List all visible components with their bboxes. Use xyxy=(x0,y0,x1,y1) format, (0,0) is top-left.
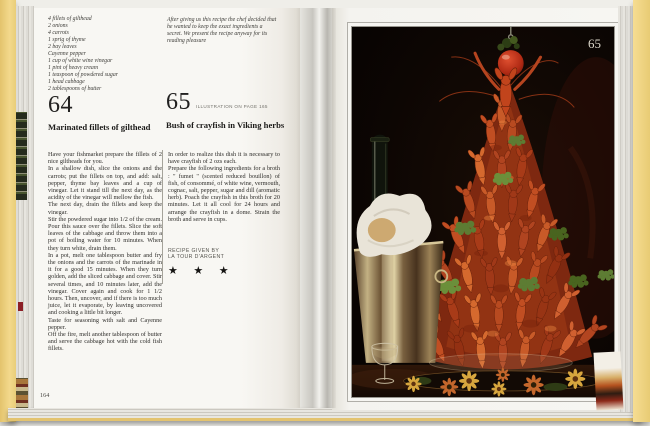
photo-inner xyxy=(351,26,615,398)
recipe-64-paragraph: Have your fishmarket prepare the fillets of 2 nice giltheads for you. xyxy=(48,151,162,166)
recipe-64-number: 64 xyxy=(48,92,73,118)
ingredient-item: 1 head cabbage xyxy=(48,79,85,85)
column-rule xyxy=(162,150,163,284)
recipe-credit-line: LA TOUR D'ARGENT xyxy=(168,254,225,261)
chef-note: After giving us this recipe the chef decided that he wanted to keep the exact ingredients a secret. We present the recipe anyway for its reading pleasure xyxy=(167,17,277,44)
recipe-64-title: Marinated fillets of gilthead xyxy=(48,122,151,132)
ingredient-item: 2 bay leaves xyxy=(48,44,77,50)
recipe-credit-line: RECIPE GIVEN BY xyxy=(168,248,220,254)
page-edge-fleck xyxy=(18,302,23,311)
recipe-65-paragraph: In order to realize this dish it is necessary to have crayfish of 2 ozs each. xyxy=(168,151,280,166)
ingredient-item: 1 pint of heavy cream xyxy=(48,65,99,71)
left-page xyxy=(34,8,300,408)
ingredients-list xyxy=(48,16,166,93)
ingredient-item: 1 teaspoon of powdered sugar xyxy=(48,72,118,78)
ingredient-item: 2 onions xyxy=(48,23,68,29)
rating-stars-icon: ★ ★ ★ xyxy=(168,264,235,277)
underpage-corner-peek xyxy=(594,351,624,410)
recipe-64-paragraph: The next day, drain the fillets and keep the vinegar. xyxy=(48,201,162,216)
recipe-64-paragraph: In a shallow dish, slice the onions and the carrots; put the fillets on top, and add: salt, pepper, thyme bay leaves and a cup of vinegar. Let it stand till the next day, as the acidity of the vinegar will mellow the fish. xyxy=(48,165,162,202)
recipe-65-number: 65 xyxy=(166,89,191,115)
ingredient-item: 4 carrots xyxy=(48,30,69,36)
recipe-64-body xyxy=(48,151,162,353)
photo-page-number: 65 xyxy=(588,36,601,51)
illustration-note: ILLUSTRATION ON PAGE 165 xyxy=(196,104,268,109)
ingredient-item: 1 cup of white wine vinegar xyxy=(48,58,113,64)
ingredient-item: 4 fillets of gilthead xyxy=(48,16,92,22)
book-cover-left-edge xyxy=(0,0,16,422)
book-gutter-shadow xyxy=(296,8,336,408)
ingredient-item: 1 sprig of thyme xyxy=(48,37,86,43)
photo-frame xyxy=(347,22,619,402)
recipe-65-title: Bush of crayfish in Viking herbs xyxy=(166,120,285,130)
recipe-credit xyxy=(168,248,224,261)
ingredient-item: 2 tablespoons of butter xyxy=(48,86,102,92)
recipe-64-paragraph: In a pot, melt one tablespoon butter and fry the onions and the carrots of the marinade in it for a good 15 minutes. When they turn golden, add the sliced cabbage and cover. Stir several times, and 10 minutes later, add the vinegar. Cover again and cook for 1 1/2 hours. Then, uncover, and if there is too much juice, let it evaporate, by leaving uncovered and cooking a little bit longer. xyxy=(48,251,162,317)
recipe-64-paragraph: Off the fire, melt another tablespoon of butter and serve the cabbage hot with the cold fish fillets. xyxy=(48,331,162,353)
left-page-number: 164 xyxy=(40,392,50,399)
crayfish-photo xyxy=(352,27,614,397)
right-page xyxy=(332,8,618,410)
recipe-65-paragraph: Prepare the following ingredients for a broth : " fumet " (scented reduced bouillon) of fish, of consommé, of white wine, vermouth, cognac, salt, pepper, sugar and dill (aromatic herb). Poach the crayfish in this broth for 20 minutes. Let it all cool for 24 hours and arrange the crayfish in a dome. Strain the broth and serve in cups. xyxy=(168,165,280,223)
recipe-65-header xyxy=(166,91,268,113)
page-edges-left xyxy=(16,6,34,412)
page-edge-fleck xyxy=(16,112,27,200)
recipe-64-paragraph: Taste for seasoning with salt and Cayenne pepper. xyxy=(48,316,162,331)
recipe-65-body xyxy=(168,151,280,223)
book-cover-right-edge xyxy=(633,0,650,422)
recipe-64-paragraph: Stir the powdered sugar into 1/2 of the cream. Pour this sauce over the fillets. Slice the soft leaves of the cabbage and throw them into a pot of boiling water for 10 minutes. When they turn white, drain them. xyxy=(48,215,162,252)
ingredient-item: Cayenne pepper xyxy=(48,51,86,57)
